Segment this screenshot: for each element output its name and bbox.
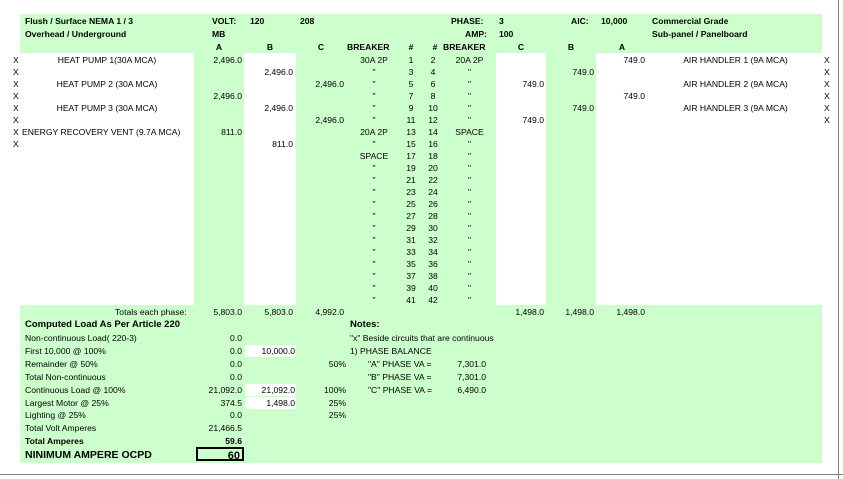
right-continuous-mark: X	[824, 67, 830, 77]
load-row-label: Total Volt Amperes	[25, 423, 97, 434]
right-breaker: "	[467, 67, 472, 77]
load-row-label: Total Non-continuous	[25, 371, 106, 382]
right-circuit-number: 14	[428, 127, 438, 137]
right-circuit-number: 40	[428, 283, 438, 293]
right-continuous-mark: X	[824, 103, 830, 113]
bottom-border	[0, 474, 843, 475]
col-header-right-number: #	[432, 42, 438, 52]
right-circuit-number: 28	[428, 211, 438, 221]
left-phase-a-value: 2,496.0	[213, 91, 242, 101]
load-row-label: Continuous Load @ 100%	[25, 384, 126, 395]
phase-b-va-value: 7,301.0	[457, 372, 486, 382]
left-breaker: 30A 2P	[360, 55, 388, 65]
total-left-c: 4,992.0	[315, 307, 344, 317]
col-header-right-b: B	[567, 42, 575, 52]
load-row-value: 0.0	[230, 358, 242, 369]
left-continuous-mark: X	[13, 67, 19, 77]
left-breaker: "	[372, 175, 376, 185]
left-phase-c-value: 2,496.0	[315, 115, 344, 125]
load-row-percent: 25%	[328, 397, 346, 408]
col-header-left-b: B	[266, 42, 274, 52]
right-phase-c-value: 749.0	[522, 115, 544, 125]
right-circuit-number: 16	[428, 139, 438, 149]
left-breaker: "	[372, 139, 376, 149]
left-breaker: "	[372, 199, 376, 209]
left-phase-b-value: 2,496.0	[264, 67, 293, 77]
right-load-description: AIR HANDLER 1 (9A MCA)	[683, 55, 788, 65]
left-circuit-number: 29	[406, 223, 416, 233]
left-circuit-number: 27	[406, 211, 416, 221]
right-circuit-number: 18	[428, 151, 438, 161]
col-header-right-c: C	[517, 42, 525, 52]
left-breaker: "	[372, 115, 376, 125]
left-phase-a-value: 811.0	[221, 127, 242, 137]
right-circuit-number: 6	[430, 79, 436, 89]
left-circuit-number: 35	[406, 259, 416, 269]
right-breaker: "	[467, 199, 472, 209]
left-breaker: 20A 2P	[360, 127, 388, 137]
right-circuit-number: 34	[428, 247, 438, 257]
left-circuit-number: 1	[408, 55, 414, 65]
left-circuit-number: 17	[406, 151, 416, 161]
right-breaker: "	[467, 295, 472, 305]
left-continuous-mark: X	[13, 103, 19, 113]
right-continuous-mark: X	[824, 91, 830, 101]
right-circuit-number: 32	[428, 235, 438, 245]
notes-line-phase-balance: 1) PHASE BALANCE	[350, 346, 432, 356]
left-phase-a-value: 2,496.0	[213, 55, 242, 65]
right-circuit-number: 24	[428, 187, 438, 197]
right-breaker: "	[467, 91, 472, 101]
left-circuit-number: 31	[406, 235, 416, 245]
load-row-value: 0.0	[230, 371, 242, 382]
volt-value-2: 208	[300, 16, 315, 26]
left-phase-b-value: 811.0	[272, 139, 293, 149]
left-load-description: HEAT PUMP 1(30A MCA)	[57, 55, 157, 65]
right-breaker: "	[467, 151, 472, 161]
column-header-band	[20, 41, 822, 53]
left-continuous-mark: X	[13, 55, 19, 65]
aic-label: AIC:	[571, 16, 589, 26]
left-breaker: "	[372, 79, 376, 89]
right-load-description: AIR HANDLER 3 (9A MCA)	[683, 103, 788, 113]
right-breaker: "	[467, 247, 472, 257]
right-breaker: "	[467, 139, 472, 149]
left-breaker: "	[372, 295, 376, 305]
phase-b-va-label: "B" PHASE VA =	[368, 372, 432, 382]
right-continuous-mark: X	[824, 79, 830, 89]
left-breaker: "	[372, 211, 376, 221]
right-circuit-number: 20	[428, 163, 438, 173]
left-circuit-number: 3	[408, 67, 414, 77]
left-circuit-number: 9	[408, 103, 414, 113]
left-breaker: "	[372, 163, 376, 173]
left-breaker: "	[372, 187, 376, 197]
col-header-left-a: A	[215, 42, 223, 52]
left-breaker: "	[372, 223, 376, 233]
right-circuit-number: 4	[430, 67, 436, 77]
left-phase-b-value: 2,496.0	[264, 103, 293, 113]
left-circuit-number: 41	[406, 295, 416, 305]
right-continuous-mark: X	[824, 55, 830, 65]
right-circuit-number: 8	[430, 91, 436, 101]
load-row-label: Lighting @ 25%	[25, 410, 86, 421]
total-right-b: 1,498.0	[565, 307, 594, 317]
right-circuit-number: 2	[430, 55, 436, 65]
volt-value-1: 120	[250, 16, 265, 26]
right-breaker: 20A 2P	[455, 55, 484, 65]
right-breaker: "	[467, 187, 472, 197]
right-border	[838, 0, 839, 479]
left-c-column-bg	[296, 53, 346, 305]
load-row-percent: 50%	[328, 358, 346, 369]
col-header-left-breaker: BREAKER	[347, 42, 390, 52]
panel-type: Sub-panel / Panelboard	[652, 29, 748, 39]
left-circuit-number: 7	[408, 91, 414, 101]
right-load-description: AIR HANDLER 2 (9A MCA)	[683, 79, 788, 89]
right-circuit-number: 38	[428, 271, 438, 281]
load-row-label: Remainder @ 50%	[25, 358, 98, 369]
col-header-left-number: #	[408, 42, 414, 52]
phase-value: 3	[499, 16, 504, 26]
right-circuit-number: 12	[428, 115, 438, 125]
left-circuit-number: 19	[406, 163, 416, 173]
mount-type: Flush / Surface NEMA 1 / 3	[25, 16, 134, 26]
load-row-percent: 25%	[328, 410, 346, 421]
col-header-left-c: C	[317, 42, 325, 52]
left-phase-c-value: 2,496.0	[315, 79, 344, 89]
notes-title: Notes:	[350, 319, 380, 330]
left-breaker: "	[372, 235, 376, 245]
main-type: MB	[212, 29, 226, 39]
total-amperes-value: 59.6	[225, 436, 242, 446]
right-breaker: "	[467, 115, 472, 125]
left-continuous-mark: X	[13, 115, 19, 125]
right-phase-a-value: 749.0	[623, 55, 645, 65]
right-breaker: "	[467, 283, 472, 293]
right-continuous-mark: X	[824, 115, 830, 125]
left-breaker: "	[372, 67, 376, 77]
right-b-column-bg	[546, 53, 596, 305]
left-circuit-number: 13	[406, 127, 416, 137]
totals-label: Totals each phase:	[115, 307, 187, 317]
computed-load-title: Computed Load As Per Article 220	[25, 319, 181, 330]
feed-type: Overhead / Underground	[25, 29, 127, 39]
left-continuous-mark: X	[13, 91, 19, 101]
left-circuit-number: 23	[406, 187, 416, 197]
load-row-calc-value: 21,092.0	[261, 384, 295, 395]
load-row-calc-value: 10,000.0	[261, 345, 295, 356]
right-phase-b-value: 749.0	[572, 67, 594, 77]
total-amperes-label: Total Amperes	[25, 436, 84, 446]
left-circuit-number: 37	[406, 271, 416, 281]
notes-line-continuous: "x" Beside circuits that are continuous	[350, 333, 494, 343]
left-circuit-number: 11	[406, 115, 416, 125]
left-load-description: HEAT PUMP 3 (30A MCA)	[56, 103, 158, 113]
right-breaker: "	[467, 79, 472, 89]
left-breaker: "	[372, 271, 376, 281]
col-header-right-breaker: BREAKER	[443, 42, 486, 52]
load-row-calc-value: 1,498.0	[266, 397, 295, 408]
left-circuit-number: 33	[406, 247, 416, 257]
total-left-b: 5,803.0	[264, 307, 293, 317]
ocpd-value: 60	[196, 447, 244, 461]
right-breaker: "	[467, 163, 472, 173]
left-circuit-number: 39	[406, 283, 416, 293]
amp-value: 100	[499, 29, 514, 39]
right-breaker: "	[467, 271, 472, 281]
left-breaker: "	[372, 259, 376, 269]
left-load-description: ENERGY RECOVERY VENT (9.7A MCA)	[22, 127, 181, 137]
left-load-description: HEAT PUMP 2 (30A MCA)	[56, 79, 158, 89]
right-breaker: "	[467, 211, 472, 221]
grade: Commercial Grade	[652, 16, 729, 26]
volt-label: VOLT:	[212, 16, 237, 26]
right-phase-c-value: 749.0	[522, 79, 544, 89]
load-row-value: 0.0	[230, 333, 242, 343]
load-row-label: First 10,000 @ 100%	[25, 345, 106, 356]
right-circuit-number: 10	[428, 103, 438, 113]
left-breaker: "	[372, 91, 376, 101]
right-breaker: SPACE	[455, 127, 484, 137]
load-row-value: 374.5	[220, 397, 242, 408]
ocpd-label: NINIMUM AMPERE OCPD	[25, 449, 152, 461]
col-header-right-a: A	[618, 42, 626, 52]
phase-a-va-label: "A" PHASE VA =	[368, 359, 432, 369]
right-phase-b-value: 749.0	[572, 103, 594, 113]
right-circuit-number: 30	[428, 223, 438, 233]
left-breaker: "	[372, 103, 376, 113]
right-breaker: "	[467, 175, 472, 185]
total-right-a: 1,498.0	[616, 307, 645, 317]
amp-label: AMP:	[465, 29, 487, 39]
load-row-percent: 100%	[324, 384, 346, 395]
load-row-value: 0.0	[230, 345, 242, 356]
left-continuous-mark: X	[13, 139, 19, 149]
phase-label: PHASE:	[451, 16, 484, 26]
left-circuit-number: 5	[408, 79, 414, 89]
left-continuous-mark: X	[13, 79, 19, 89]
left-breaker: "	[372, 247, 376, 257]
right-circuit-number: 42	[428, 295, 438, 305]
left-circuit-number: 21	[406, 175, 416, 185]
load-row-label: Non-continuous Load( 220-3)	[25, 333, 137, 343]
phase-a-va-value: 7,301.0	[457, 359, 486, 369]
right-circuit-number: 36	[428, 259, 438, 269]
right-breaker: "	[467, 223, 472, 233]
left-breaker: SPACE	[359, 151, 389, 161]
right-breaker: "	[467, 259, 472, 269]
load-row-value: 21,092.0	[208, 384, 242, 395]
right-phase-a-value: 749.0	[623, 91, 645, 101]
right-breaker: "	[467, 235, 472, 245]
aic-value: 10,000	[601, 16, 628, 26]
phase-c-va-value: 6,490.0	[457, 385, 486, 395]
left-circuit-number: 15	[406, 139, 416, 149]
left-circuit-number: 25	[406, 199, 416, 209]
load-row-value: 21,466.5	[208, 423, 242, 434]
left-breaker: "	[372, 283, 376, 293]
total-right-c: 1,498.0	[515, 307, 544, 317]
load-row-value: 0.0	[230, 410, 242, 421]
right-breaker: "	[467, 103, 472, 113]
left-continuous-mark: X	[13, 127, 19, 137]
phase-c-va-label: "C" PHASE VA =	[368, 385, 432, 395]
right-circuit-number: 22	[428, 175, 438, 185]
total-left-a: 5,803.0	[213, 307, 242, 317]
load-row-label: Largest Motor @ 25%	[25, 397, 109, 408]
right-circuit-number: 26	[428, 199, 438, 209]
